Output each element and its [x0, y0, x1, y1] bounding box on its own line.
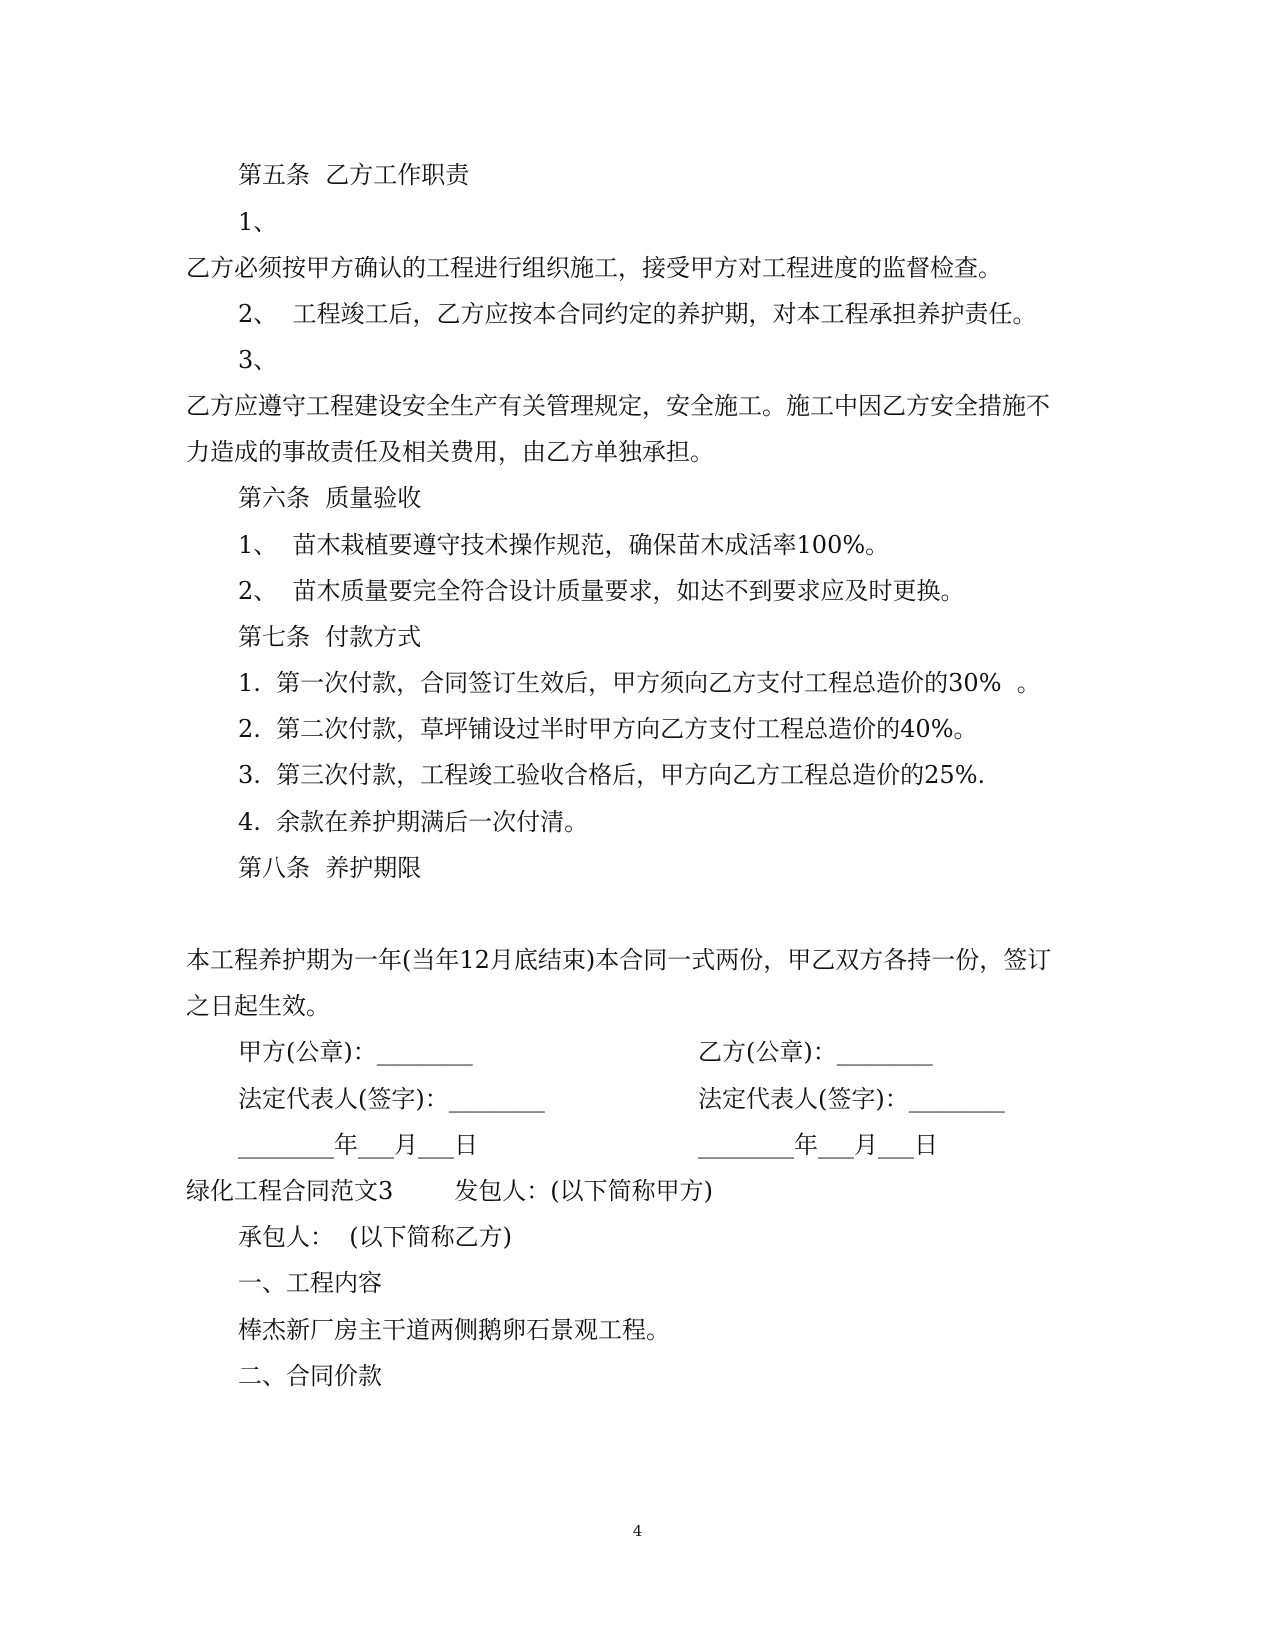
contract-3-title-employer: 绿化工程合同范文3 发包人：(以下简称甲方) [186, 1177, 714, 1205]
article-8-text-line1: 本工程养护期为一年(当年12月底结束)本合同一式两份，甲乙双方各持一份，签订 [186, 946, 1052, 974]
section-1-text: 棒杰新厂房主干道两侧鹅卵石景观工程。 [238, 1316, 670, 1344]
page-number: 4 [632, 1522, 643, 1540]
article-5-item-3-number: 3、 [238, 346, 278, 374]
article-7-item-3: 3. 第三次付款，工程竣工验收合格后，甲方向乙方工程总造价的25%. [238, 761, 986, 789]
article-5-item-1-number: 1、 [238, 208, 278, 236]
article-6-heading: 第六条 质量验收 [238, 484, 422, 512]
section-1-heading: 一、工程内容 [238, 1269, 382, 1297]
party-b-date: ________年___月___日 [698, 1131, 938, 1159]
article-7-item-1: 1. 第一次付款，合同签订生效后，甲方须向乙方支付工程总造价的30% 。 [238, 669, 1041, 697]
party-a-representative: 法定代表人(签字)：________ [238, 1085, 545, 1113]
section-2-heading: 二、合同价款 [238, 1362, 382, 1390]
party-b-representative: 法定代表人(签字)：________ [698, 1085, 1005, 1113]
contractor-line: 承包人： (以下简称乙方) [238, 1223, 512, 1251]
article-8-heading: 第八条 养护期限 [238, 854, 422, 882]
article-5-item-2: 2、 工程竣工后，乙方应按本合同约定的养护期，对本工程承担养护责任。 [238, 300, 1037, 328]
party-a-date: ________年___月___日 [238, 1131, 478, 1159]
article-7-item-2: 2. 第二次付款，草坪铺设过半时甲方向乙方支付工程总造价的40%。 [238, 715, 978, 743]
article-5-heading: 第五条 乙方工作职责 [238, 161, 470, 189]
article-5-item-3-text-line1: 乙方应遵守工程建设安全生产有关管理规定，安全施工。施工中因乙方安全措施不 [186, 392, 1050, 420]
party-a-seal: 甲方(公章)：________ [238, 1038, 473, 1066]
party-b-seal: 乙方(公章)：________ [698, 1038, 933, 1066]
article-7-item-4: 4. 余款在养护期满后一次付清。 [238, 808, 589, 836]
article-5-item-1-text: 乙方必须按甲方确认的工程进行组织施工，接受甲方对工程进度的监督检查。 [186, 254, 1002, 282]
article-6-item-2: 2、 苗木质量要完全符合设计质量要求，如达不到要求应及时更换。 [238, 577, 965, 605]
article-7-heading: 第七条 付款方式 [238, 623, 422, 651]
article-5-item-3-text-line2: 力造成的事故责任及相关费用，由乙方单独承担。 [186, 438, 714, 466]
article-6-item-1: 1、 苗木栽植要遵守技术操作规范，确保苗木成活率100%。 [238, 531, 890, 559]
article-8-text-line2: 之日起生效。 [186, 992, 330, 1020]
